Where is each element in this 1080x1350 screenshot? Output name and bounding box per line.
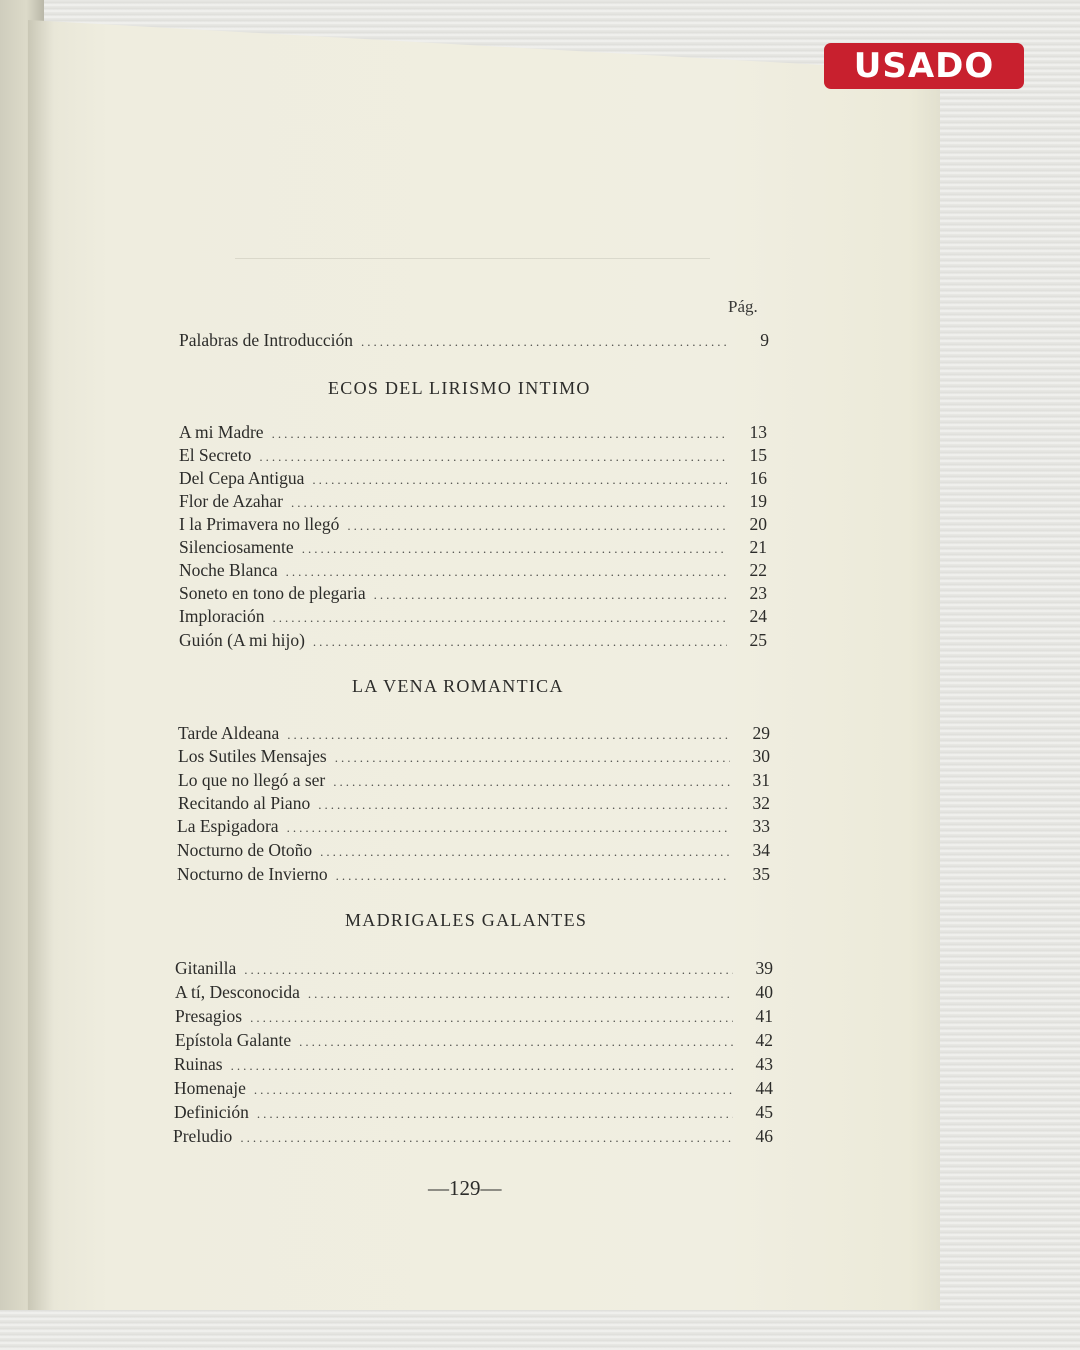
- toc-row: [175, 958, 773, 980]
- toc-entry-page: 33: [752, 816, 770, 836]
- dot-leader: [361, 334, 729, 350]
- toc-entry-title: I la Primavera no llegó: [179, 514, 340, 534]
- toc-entry-page: 44: [755, 1078, 773, 1098]
- toc-row: [179, 468, 767, 490]
- toc-row: [179, 606, 767, 628]
- toc-row: [175, 982, 773, 1004]
- toc-entry-page: 31: [752, 770, 770, 790]
- toc-entry-page: 40: [755, 982, 773, 1002]
- dot-leader: [347, 518, 727, 534]
- toc-entry-title: A tí, Desconocida: [175, 982, 300, 1002]
- toc-row: [179, 583, 767, 605]
- toc-row: [178, 770, 770, 792]
- dot-leader: [273, 610, 727, 626]
- toc-entry-title: Recitando al Piano: [178, 793, 311, 813]
- dot-leader: [240, 1130, 733, 1146]
- toc-row: [179, 491, 767, 513]
- toc-entry-page: 41: [755, 1006, 773, 1026]
- toc-entry-page: 43: [755, 1054, 773, 1074]
- toc-entry-title: Del Cepa Antigua: [179, 468, 305, 488]
- toc-row: [178, 723, 770, 745]
- dot-leader: [259, 449, 727, 465]
- toc-entry-title: Gitanilla: [175, 958, 237, 978]
- toc-entry-page: 29: [752, 723, 770, 743]
- dot-leader: [257, 1106, 733, 1122]
- toc-entry-title: Homenaje: [174, 1078, 246, 1098]
- toc-entry-title: Los Sutiles Mensajes: [178, 746, 327, 766]
- toc-entry-page: 22: [749, 560, 767, 580]
- toc-row: [173, 1126, 773, 1148]
- dot-leader: [287, 727, 730, 743]
- toc-entry-page: 39: [755, 958, 773, 978]
- toc-entry-page: 45: [755, 1102, 773, 1122]
- toc-entry-title: Palabras de Introducción: [179, 330, 353, 350]
- dot-leader: [335, 750, 730, 766]
- toc-entry-title: Lo que no llegó a ser: [178, 770, 326, 790]
- dot-leader: [336, 868, 730, 884]
- toc-entry-page: 15: [749, 445, 767, 465]
- toc-entry-page: 46: [755, 1126, 773, 1146]
- toc-entry-page: 21: [749, 537, 767, 557]
- toc-row-intro: [179, 330, 769, 352]
- toc-row: [178, 746, 770, 768]
- toc-row: [177, 864, 770, 886]
- toc-entry-page: 42: [755, 1030, 773, 1050]
- section-heading: ECOS DEL LIRISMO INTIMO: [328, 378, 591, 398]
- toc-entry-page: 19: [749, 491, 767, 511]
- dot-leader: [320, 844, 730, 860]
- toc-row: [179, 514, 767, 536]
- toc-row: [179, 560, 767, 582]
- dot-leader: [302, 541, 727, 557]
- toc-entry-title: Epístola Galante: [175, 1030, 292, 1050]
- dot-leader: [254, 1082, 733, 1098]
- dot-leader: [312, 472, 727, 488]
- toc-row: [174, 1102, 773, 1124]
- toc-entry-title: Soneto en tono de plegaria: [179, 583, 366, 603]
- toc-entry-title: Definición: [174, 1102, 249, 1122]
- toc-entry-page: 23: [749, 583, 767, 603]
- dot-leader: [244, 962, 733, 978]
- toc-entry-page: 13: [749, 422, 767, 442]
- section-heading: LA VENA ROMANTICA: [352, 676, 564, 696]
- toc-entry-title: Noche Blanca: [179, 560, 278, 580]
- dot-leader: [272, 426, 727, 442]
- dot-leader: [308, 986, 733, 1002]
- toc-entry-title: Flor de Azahar: [179, 491, 283, 511]
- page-column-label: Pág.: [728, 297, 758, 316]
- toc-entry-title: Nocturno de Otoño: [177, 840, 313, 860]
- toc-row: [177, 816, 770, 838]
- dot-leader: [250, 1010, 733, 1026]
- toc-row: [178, 793, 770, 815]
- dot-leader: [318, 797, 730, 813]
- dot-leader: [313, 634, 727, 650]
- section-heading: MADRIGALES GALANTES: [345, 910, 588, 930]
- toc-entry-page: 24: [749, 606, 767, 626]
- toc-entry-title: Imploración: [179, 606, 265, 626]
- toc-entry-page: 30: [752, 746, 770, 766]
- dot-leader: [299, 1034, 733, 1050]
- toc-entry-title: El Secreto: [179, 445, 252, 465]
- toc-row: [175, 1030, 773, 1052]
- toc-entry-title: Preludio: [173, 1126, 233, 1146]
- toc-entry-title: Nocturno de Invierno: [177, 864, 328, 884]
- toc-entry-title: Silenciosamente: [179, 537, 294, 557]
- dot-leader: [291, 495, 727, 511]
- toc-entry-title: A mi Madre: [179, 422, 264, 442]
- toc-entry-title: Ruinas: [174, 1054, 223, 1074]
- toc-entry-page: 34: [752, 840, 770, 860]
- toc-row: [177, 840, 770, 862]
- toc-entry-page: 32: [752, 793, 770, 813]
- dot-leader: [287, 820, 730, 836]
- page-number: —129—: [428, 1176, 502, 1200]
- toc-entry-title: La Espigadora: [177, 816, 279, 836]
- toc-entry-page: 20: [749, 514, 767, 534]
- toc-entry-page: 25: [749, 630, 767, 650]
- toc-row: [179, 445, 767, 467]
- toc-row: [174, 1054, 773, 1076]
- toc-row: [179, 630, 767, 652]
- toc-row: [179, 537, 767, 559]
- dot-leader: [374, 587, 727, 603]
- toc-entry-page: 9: [760, 330, 769, 350]
- toc-row: [179, 422, 767, 444]
- toc-entry-page: 35: [752, 864, 770, 884]
- toc-row: [174, 1078, 773, 1100]
- dot-leader: [286, 564, 727, 580]
- toc-entry-title: Guión (A mi hijo): [179, 630, 305, 650]
- dot-leader: [333, 774, 730, 790]
- dot-leader: [231, 1058, 733, 1074]
- toc-entry-title: Tarde Aldeana: [178, 723, 280, 743]
- used-badge: USADO: [824, 43, 1024, 89]
- toc-row: [175, 1006, 773, 1028]
- toc-entry-page: 16: [749, 468, 767, 488]
- toc-entry-title: Presagios: [175, 1006, 243, 1026]
